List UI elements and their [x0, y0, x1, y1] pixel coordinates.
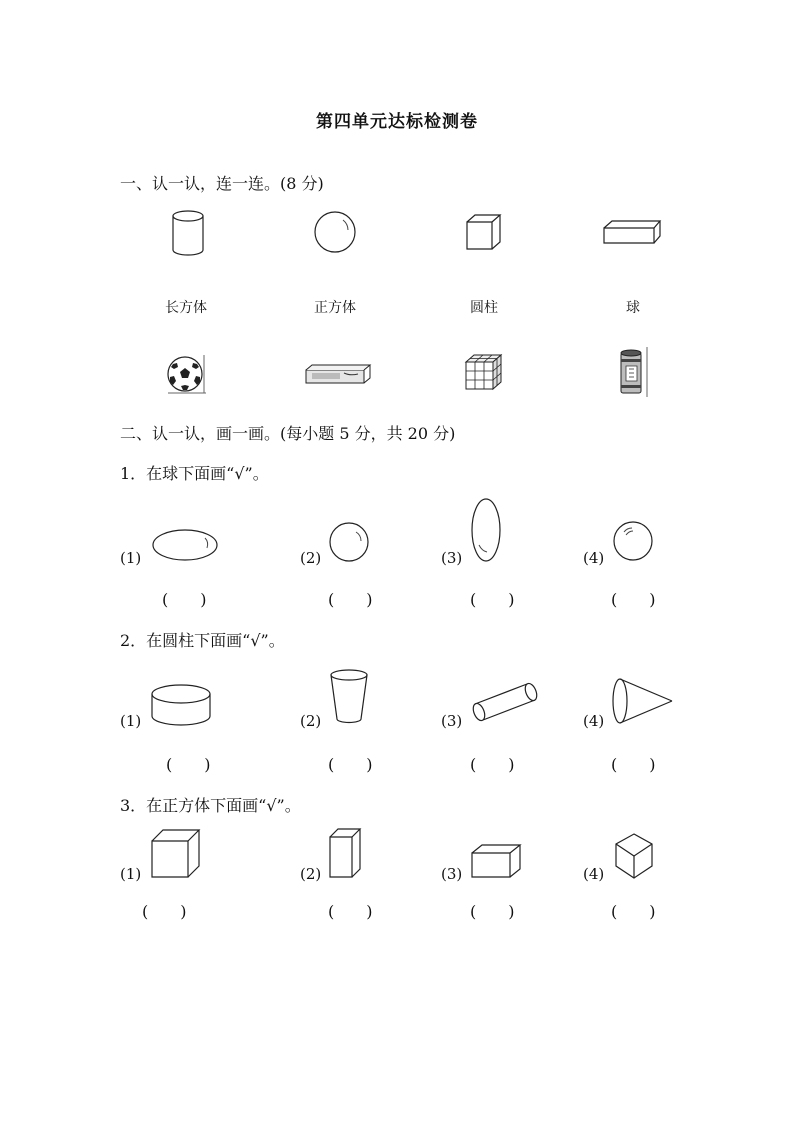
q1-option-1-label: (1) [120, 549, 142, 567]
tilted-cylinder-icon [470, 682, 542, 724]
box-icon [304, 362, 372, 388]
cube-icon [150, 828, 202, 880]
shape-label-cuboid: 长方体 [165, 300, 207, 316]
flat-cuboid-icon [470, 843, 522, 879]
ball-icon [327, 521, 371, 565]
q3-answer-3[interactable]: ( ) [470, 902, 515, 921]
q3-option-3-label: (3) [441, 865, 463, 883]
shape-label-cube: 正方体 [314, 300, 356, 316]
tea-can-icon [617, 347, 651, 399]
section1-heading: 一、认一认，连一连。(8 分) [120, 174, 324, 193]
cone-icon [610, 675, 674, 727]
q3-option-1-label: (1) [120, 865, 142, 883]
q3-answer-4[interactable]: ( ) [611, 902, 656, 921]
section2-heading: 二、认一认，画一画。(每小题 5 分，共 20 分) [120, 424, 456, 443]
ellipse-disc-icon [151, 528, 219, 564]
question-2-prompt: 2．在圆柱下面画“√”。 [120, 631, 285, 650]
q3-option-2-label: (2) [300, 865, 322, 883]
q2-answer-3[interactable]: ( ) [470, 755, 515, 774]
cuboid-icon [602, 218, 664, 248]
q1-answer-1[interactable]: ( ) [162, 590, 207, 609]
question-3-prompt: 3．在正方体下面画“√”。 [120, 796, 301, 815]
q2-option-1-label: (1) [120, 712, 142, 730]
q3-answer-1[interactable]: ( ) [142, 902, 187, 921]
ball-icon [611, 519, 655, 563]
q1-answer-4[interactable]: ( ) [611, 590, 656, 609]
question-1-prompt: 1．在球下面画“√”。 [120, 464, 269, 483]
rubiks-cube-icon [463, 352, 505, 392]
q3-answer-2[interactable]: ( ) [328, 902, 373, 921]
q2-answer-2[interactable]: ( ) [328, 755, 373, 774]
q3-option-4-label: (4) [583, 865, 605, 883]
q2-answer-1[interactable]: ( ) [166, 755, 211, 774]
q2-option-2-label: (2) [300, 712, 322, 730]
q1-answer-3[interactable]: ( ) [470, 590, 515, 609]
short-cylinder-icon [150, 683, 214, 729]
q1-option-3-label: (3) [441, 549, 463, 567]
rotated-cube-icon [612, 832, 656, 882]
q1-option-2-label: (2) [300, 549, 322, 567]
tall-prism-icon [328, 827, 364, 881]
sphere-icon [313, 210, 357, 254]
shape-label-cylinder: 圆柱 [470, 300, 498, 316]
cup-icon [329, 667, 371, 725]
q1-answer-2[interactable]: ( ) [328, 590, 373, 609]
q2-option-3-label: (3) [441, 712, 463, 730]
soccer-ball-icon [166, 355, 208, 395]
q2-answer-4[interactable]: ( ) [611, 755, 656, 774]
q2-option-4-label: (4) [583, 712, 605, 730]
cylinder-icon [168, 208, 208, 258]
oval-egg-icon [470, 497, 506, 565]
cube-icon [464, 212, 504, 252]
page-title: 第四单元达标检测卷 [316, 112, 478, 132]
q1-option-4-label: (4) [583, 549, 605, 567]
shape-label-sphere: 球 [626, 300, 640, 316]
